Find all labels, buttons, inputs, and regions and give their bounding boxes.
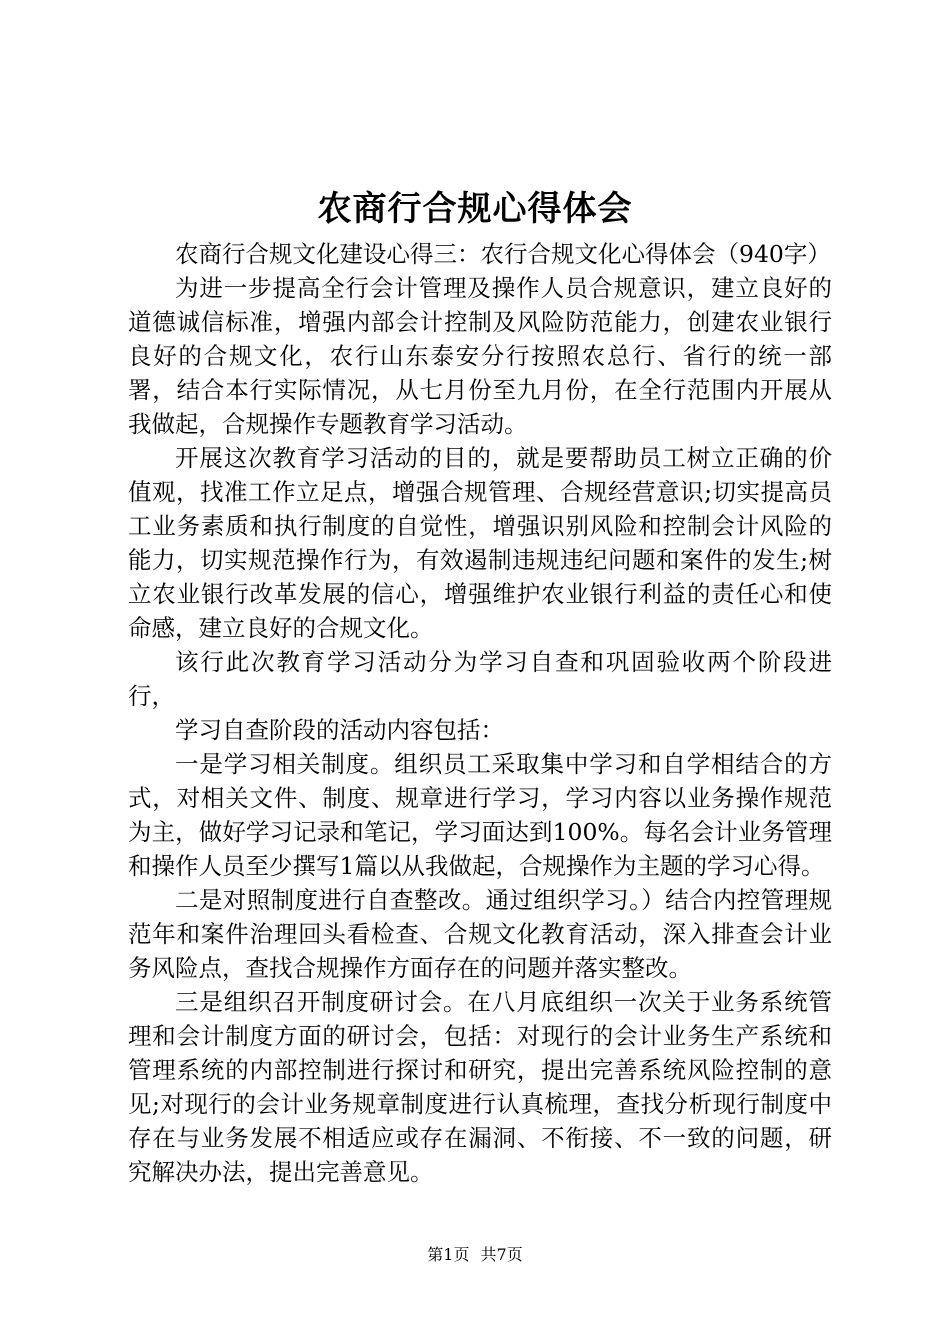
paragraph: 开展这次教育学习活动的目的，就是要帮助员工树立正确的价值观，找准工作立足点，增强合规管理、合规经营意识;切实提高员工业务素质和执行制度的自觉性，增强识别风险和控制会计风险的能力，切实规范操作行为，有效遏制违规违纪问题和案件的发生;树立农业银行改革发展的信心，增强维护农业银行利益的责任心和使命感，建立良好的合规文化。 xyxy=(128,444,832,642)
paragraph-intro: 农商行合规文化建设心得三：农行合规文化心得体会（940字） xyxy=(175,240,831,268)
paragraph: 学习自查阶段的活动内容包括： xyxy=(175,716,504,744)
document-body xyxy=(128,237,832,1189)
page-footer xyxy=(0,1244,950,1266)
paragraph: 二是对照制度进行自查整改。通过组织学习。）结合内控管理规范年和案件治理回头看检查、合规文化教育活动，深入排查会计业务风险点，查找合规操作方面存在的问题并落实整改。 xyxy=(128,886,832,982)
paragraph: 三是组织召开制度研讨会。在八月底组织一次关于业务系统管理和会计制度方面的研讨会，包括：对现行的会计业务生产系统和管理系统的内部控制进行探讨和研究，提出完善系统风险控制的意见;对现行的会计业务规章制度进行认真梳理，查找分析现行制度中存在与业务发展不相适应或存在漏洞、不衔接、不一致的问题，研究解决办法，提出完善意见。 xyxy=(128,988,832,1186)
page-number-current: 第1页 xyxy=(427,1245,470,1264)
paragraph: 一是学习相关制度。组织员工采取集中学习和自学相结合的方式，对相关文件、制度、规章进行学习，学习内容以业务操作规范为主，做好学习记录和笔记，学习面达到100%。每名会计业务管理和操作人员至少撰写1篇以从我做起，合规操作为主题的学习心得。 xyxy=(128,750,832,880)
paragraph: 该行此次教育学习活动分为学习自查和巩固验收两个阶段进行， xyxy=(128,648,832,710)
document-title: 农商行合规心得体会 xyxy=(317,189,633,229)
paragraph: 为进一步提高全行会计管理及操作人员合规意识，建立良好的道德诚信标准，增强内部会计控制及风险防范能力，创建农业银行良好的合规文化，农行山东泰安分行按照农总行、省行的统一部署，结合本行实际情况，从七月份至九月份，在全行范围内开展从我做起，合规操作专题教育学习活动。 xyxy=(128,274,832,438)
page-number-total: 共7页 xyxy=(480,1245,523,1264)
